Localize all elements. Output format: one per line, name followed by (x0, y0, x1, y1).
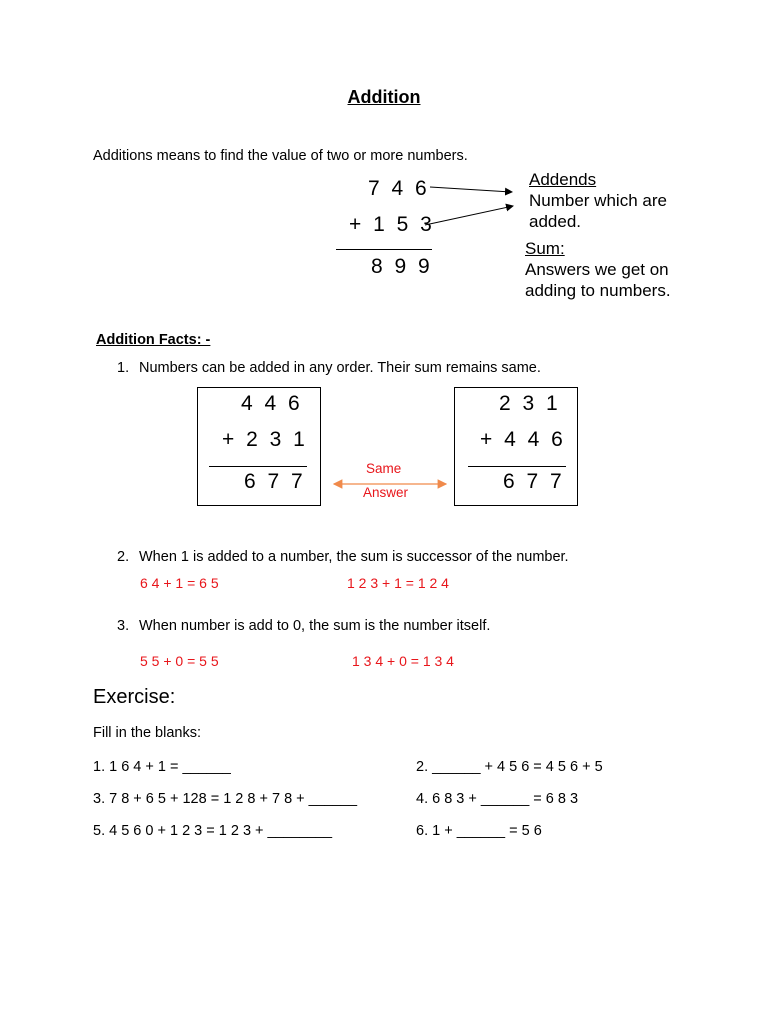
fact1-right-top: 2 3 1 (499, 392, 561, 415)
exercise-question-5: 5. 4 5 6 0 + 1 2 3 = 1 2 3 + ________ (93, 823, 333, 839)
exercise-question-2: 2. ______ + 4 5 6 = 4 5 6 + 5 (416, 759, 603, 775)
fact1-text: Numbers can be added in any order. Their sum remains same. (139, 360, 541, 376)
exercise-question-3: 3. 7 8 + 6 5 + 128 = 1 2 8 + 7 8 + ______ (93, 791, 358, 807)
addends-label: Addends (529, 170, 597, 189)
fact1-left-result: 6 7 7 (244, 470, 306, 493)
addends-description-line2: added. (529, 212, 581, 231)
arrow-addend-second (425, 206, 513, 225)
example-addend-second: + 1 5 3 (349, 213, 435, 236)
fact1-left-sum-line (209, 466, 307, 467)
fact2-text: When 1 is added to a number, the sum is successor of the number. (139, 549, 569, 565)
exercise-question-6: 6. 1 + ______ = 5 6 (416, 823, 542, 839)
exercise-heading: Exercise: (93, 686, 176, 708)
intro-text: Additions means to find the value of two or more numbers. (93, 148, 468, 164)
fact3-number: 3. (117, 618, 130, 634)
fact2-number: 2. (117, 549, 130, 565)
exercise-question-4: 4. 6 8 3 + ______ = 6 8 3 (416, 791, 579, 807)
fact1-right-sum-line (468, 466, 566, 467)
fact3-example-a: 5 5 + 0 = 5 5 (140, 653, 219, 669)
sum-description-line2: adding to numbers. (525, 281, 671, 300)
sum-label: Sum: (525, 239, 565, 258)
sum-description-line1: Answers we get on (525, 260, 669, 279)
facts-heading: Addition Facts: - (96, 332, 211, 348)
exercise-instruction: Fill in the blanks: (93, 725, 201, 741)
same-label: Same (366, 461, 402, 476)
fact2-example-a: 6 4 + 1 = 6 5 (140, 575, 219, 591)
fact3-text: When number is add to 0, the sum is the number itself. (139, 618, 491, 634)
fact3-example-b: 1 3 4 + 0 = 1 3 4 (352, 653, 454, 669)
fact1-left-top: 4 4 6 (241, 392, 303, 415)
fact1-number: 1. (117, 360, 130, 376)
fact1-right-result: 6 7 7 (503, 470, 565, 493)
fact1-right-second: + 4 4 6 (480, 428, 566, 451)
arrow-addend-top (430, 187, 512, 192)
fact1-left-second: + 2 3 1 (222, 428, 308, 451)
addends-description-line1: Number which are (529, 191, 667, 210)
exercise-question-1: 1. 1 6 4 + 1 = ______ (93, 759, 231, 775)
fact2-example-b: 1 2 3 + 1 = 1 2 4 (347, 575, 449, 591)
page-title: Addition (347, 87, 421, 107)
answer-label: Answer (363, 485, 409, 500)
example-result: 8 9 9 (371, 255, 433, 278)
example-addend-top: 7 4 6 (368, 177, 430, 200)
